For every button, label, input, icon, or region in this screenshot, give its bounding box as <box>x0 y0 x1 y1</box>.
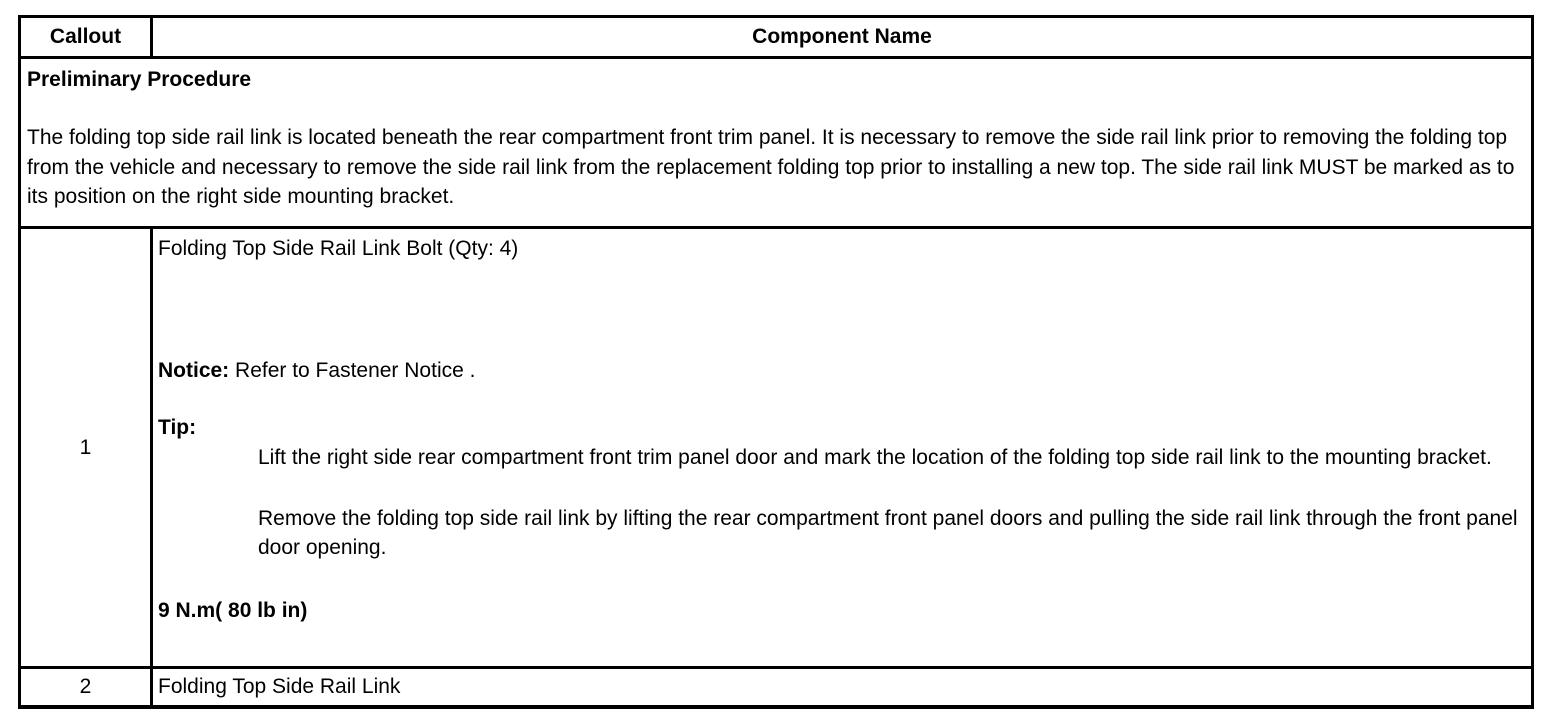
component-name: Folding Top Side Rail Link <box>152 668 1533 707</box>
preliminary-text: The folding top side rail link is located beneath the rear compartment front trim panel. It is necessary to remove the side rail link prior to removing the folding top from the vehicle and necessary to remove the side rail link from the replacement folding top prior to installing a new top. The side rail link MUST be marked as to its position on the right side mounting bracket. <box>27 126 1515 208</box>
notice-label: Notice: <box>158 359 230 382</box>
table-row <box>20 668 1533 707</box>
torque-spec: 9 N.m( 80 lb in) <box>158 598 308 622</box>
preliminary-row <box>20 58 1533 228</box>
callout-number: 1 <box>20 228 152 668</box>
table-header-row <box>20 17 1533 58</box>
callout-header: Callout <box>20 17 152 58</box>
component-name: Folding Top Side Rail Link Bolt (Qty: 4) <box>158 237 519 260</box>
preliminary-cell <box>20 58 1533 228</box>
notice-text: Refer to Fastener Notice . <box>229 359 476 382</box>
procedure-table <box>18 15 1534 708</box>
tip-item: Remove the folding top side rail link by lifting the rear compartment front panel doors and pulling the side rail link through the front panel door opening. <box>258 506 1518 559</box>
tip-item: Lift the right side rear compartment front trim panel door and mark the location of the folding top side rail link to the mounting bracket. <box>258 446 1492 469</box>
notice <box>158 357 1525 385</box>
tip-label: Tip: <box>158 416 197 439</box>
table-bottom-border <box>18 706 1534 709</box>
component-cell <box>152 228 1533 668</box>
preliminary-title: Preliminary Procedure <box>27 68 252 91</box>
callout-number: 2 <box>20 668 152 707</box>
component-name-header: Component Name <box>152 17 1533 58</box>
table-row <box>20 228 1533 668</box>
